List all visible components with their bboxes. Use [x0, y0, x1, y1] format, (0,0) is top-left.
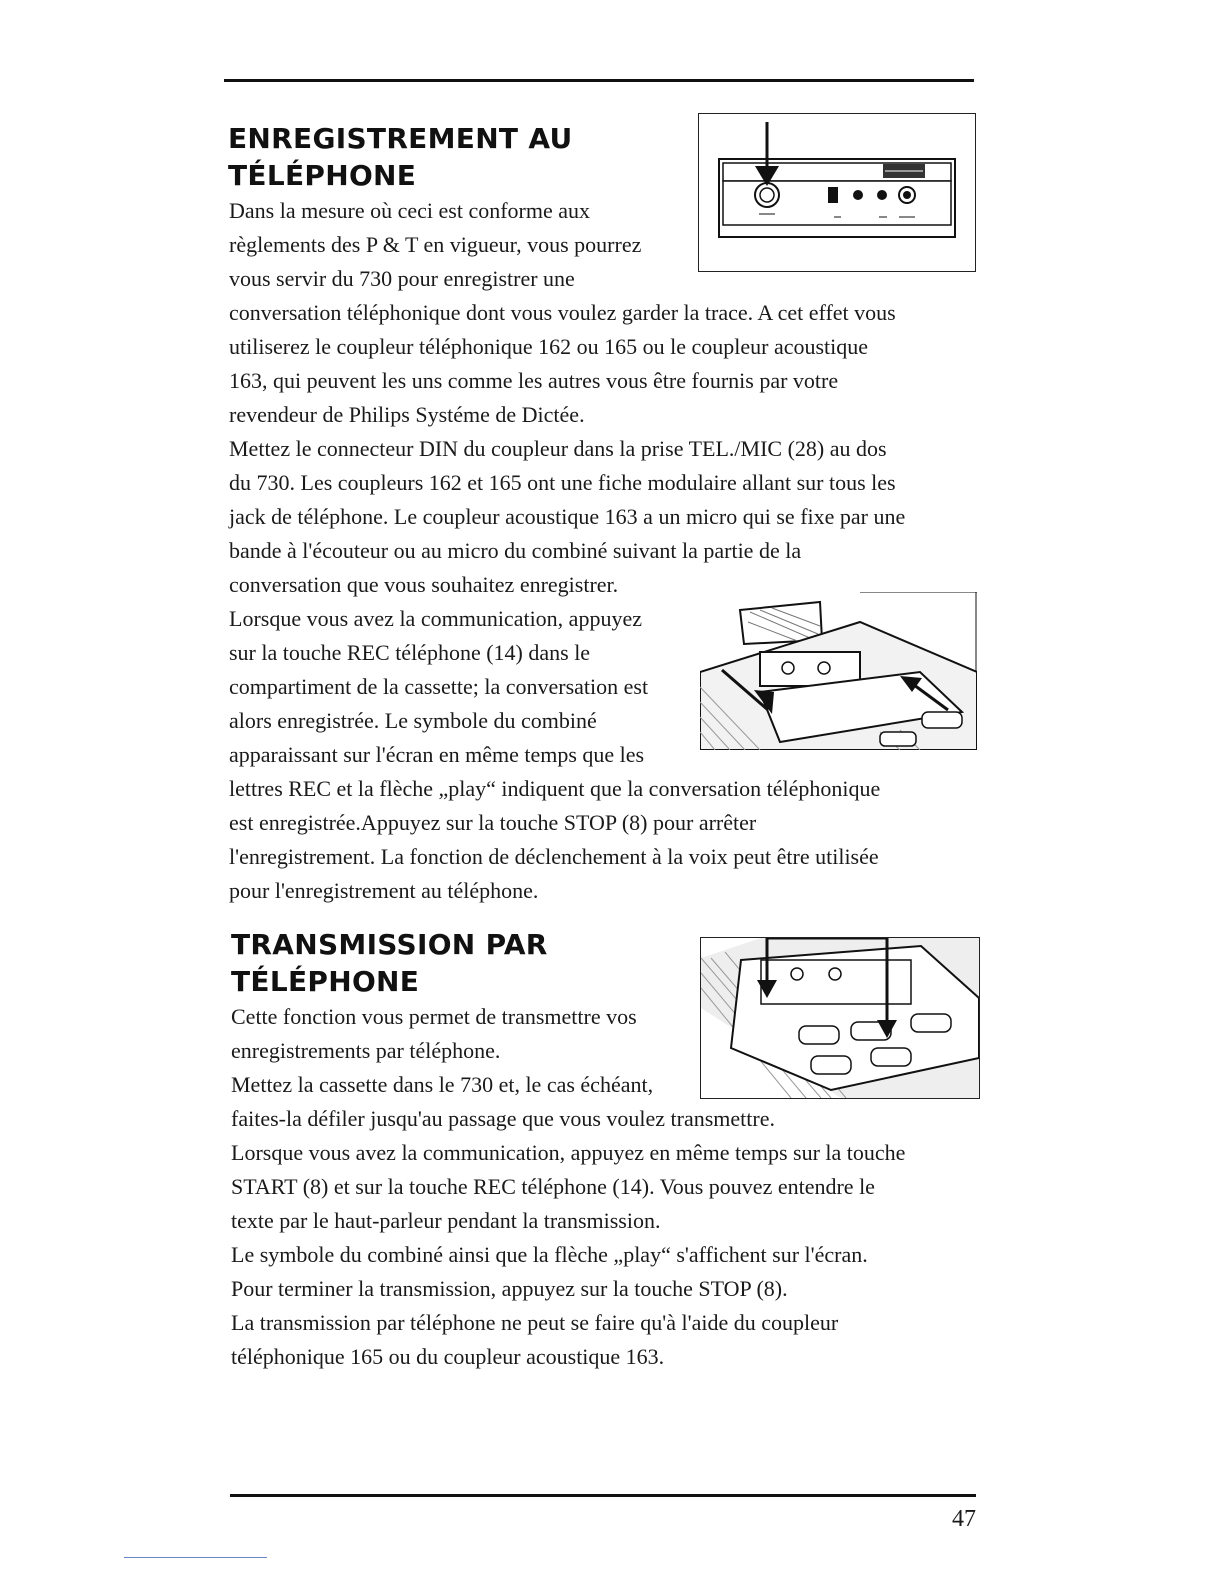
- transmission-keys-figure: [700, 937, 980, 1099]
- para-connect-line-5: conversation que vous souhaitez enregistrer.: [229, 572, 619, 597]
- para-rec-line-5: apparaissant sur l'écran en même temps que les: [229, 742, 645, 767]
- para-connect-line-2: du 730. Les coupleurs 162 et 165 ont une fiche modulaire allant sur tous les: [229, 470, 896, 495]
- transmission-keys-diagram-icon: [701, 938, 979, 1098]
- para-rec-line-7: est enregistrée.Appuyez sur la touche STOP (8) pour arrêter: [229, 810, 757, 835]
- para-connect-line-3: jack de téléphone. Le coupleur acoustique 163 a un micro qui se fixe par une: [229, 504, 906, 529]
- para-transmit-line-11: téléphonique 165 ou du coupleur acoustique 163.: [231, 1344, 665, 1369]
- para-transmit-line-8: Le symbole du combiné ainsi que la flèche „play“ s'affichent sur l'écran.: [231, 1242, 868, 1267]
- para-intro-line-7: revendeur de Philips Systéme de Dictée.: [229, 402, 585, 427]
- cassette-compartment-diagram-icon: [700, 592, 977, 750]
- page-number: 47: [952, 1506, 976, 1532]
- para-rec-line-2: sur la touche REC téléphone (14) dans le: [229, 640, 591, 665]
- footer-line: [124, 1557, 267, 1558]
- para-transmit-line-4: faites-la défiler jusqu'au passage que vous voulez transmettre.: [231, 1106, 775, 1131]
- para-transmit-line-10: La transmission par téléphone ne peut se faire qu'à l'aide du coupleur: [231, 1310, 839, 1335]
- back-panel-figure: [698, 113, 976, 272]
- para-transmit-line-9: Pour terminer la transmission, appuyez sur la touche STOP (8).: [231, 1276, 788, 1301]
- section-title-recording: [228, 120, 573, 194]
- cassette-compartment-figure: [700, 592, 977, 750]
- para-intro-line-3: vous servir du 730 pour enregistrer une: [229, 266, 575, 291]
- bottom-rule: [230, 1494, 976, 1497]
- para-transmit-line-1: Cette fonction vous permet de transmettre vos: [231, 1004, 637, 1029]
- section-title-line2: TÉLÉPHONE: [228, 159, 417, 192]
- para-rec-line-8: l'enregistrement. La fonction de déclenchement à la voix peut être utilisée: [229, 844, 879, 869]
- top-rule: [224, 79, 974, 82]
- para-rec-line-9: pour l'enregistrement au téléphone.: [229, 878, 539, 903]
- para-transmit-line-5: Lorsque vous avez la communication, appuyez en même temps sur la touche: [231, 1140, 906, 1165]
- para-intro-line-6: 163, qui peuvent les uns comme les autres vous être fournis par votre: [229, 368, 839, 393]
- para-intro-line-1: Dans la mesure où ceci est conforme aux: [229, 198, 591, 223]
- para-transmit-line-6: START (8) et sur la touche REC téléphone (14). Vous pouvez entendre le: [231, 1174, 875, 1199]
- para-transmit-line-2: enregistrements par téléphone.: [231, 1038, 501, 1063]
- din-socket-diagram-icon: [699, 114, 975, 271]
- section-title-line1: TRANSMISSION PAR: [231, 928, 548, 961]
- section-title-line2: TÉLÉPHONE: [231, 965, 420, 998]
- para-rec-line-4: alors enregistrée. Le symbole du combiné: [229, 708, 597, 733]
- para-connect-line-4: bande à l'écouteur ou au micro du combiné suivant la partie de la: [229, 538, 802, 563]
- para-rec-line-6: lettres REC et la flèche „play“ indiquent que la conversation téléphonique: [229, 776, 881, 801]
- para-transmit-line-7: texte par le haut-parleur pendant la transmission.: [231, 1208, 661, 1233]
- para-intro-line-5: utiliserez le coupleur téléphonique 162 ou 165 ou le coupleur acoustique: [229, 334, 869, 359]
- para-transmit-line-3: Mettez la cassette dans le 730 et, le cas échéant,: [231, 1072, 654, 1097]
- para-intro-line-4: conversation téléphonique dont vous voulez garder la trace. A cet effet vous: [229, 300, 896, 325]
- section-title-transmission: [231, 926, 548, 1000]
- para-intro-line-2: règlements des P & T en vigueur, vous pourrez: [229, 232, 642, 257]
- para-rec-line-3: compartiment de la cassette; la conversation est: [229, 674, 649, 699]
- section-title-line1: ENREGISTREMENT AU: [228, 122, 573, 155]
- para-connect-line-1: Mettez le connecteur DIN du coupleur dans la prise TEL./MIC (28) au dos: [229, 436, 887, 461]
- para-rec-line-1: Lorsque vous avez la communication, appuyez: [229, 606, 642, 631]
